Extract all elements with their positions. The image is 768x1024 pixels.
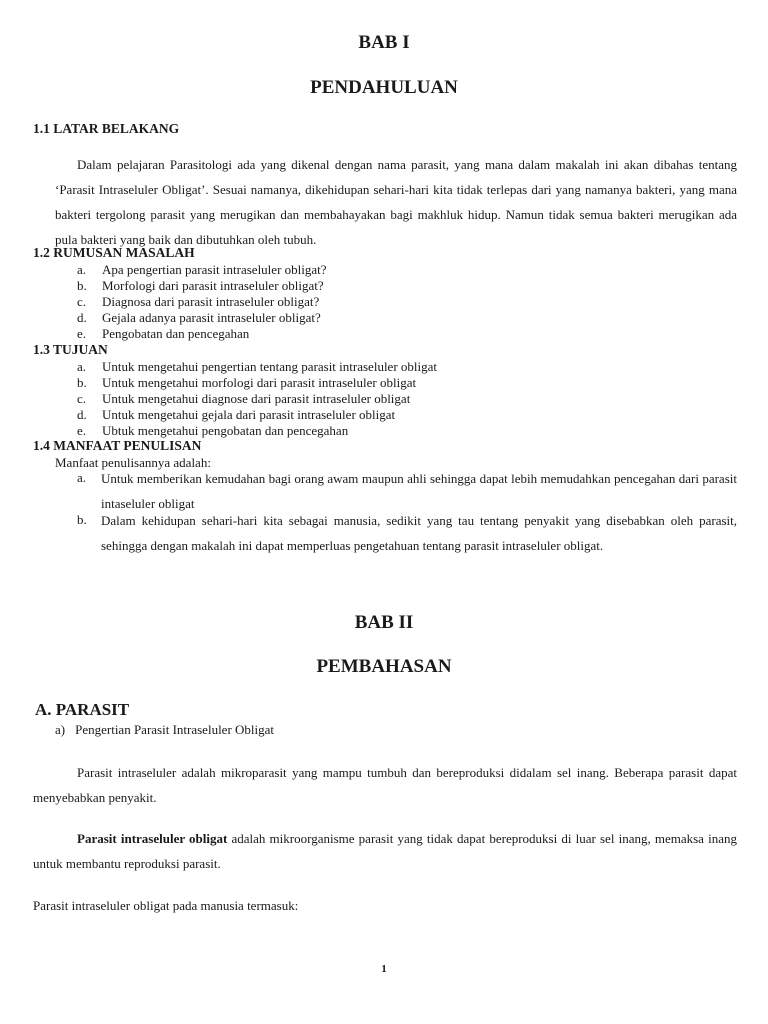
- chapter-title: PEMBAHASAN: [316, 656, 452, 677]
- chapter-number: BAB I: [358, 32, 410, 53]
- section-heading-rumusan-masalah: 1.2 RUMUSAN MASALAH: [33, 245, 195, 260]
- paragraph-latar-belakang: Dalam pelajaran Parasitologi ada yang dikenal dengan nama parasit, yang mana dalam makalah ini akan dibahas tentang ‘Parasit Intraseluler Obligat’. Sesuai namanya, dikehidupan sehari-hari kita tidak terlepas dari yang namanya bakteri, yang mana bakteri tergolong parasit yang merugikan dan membahayakan bagi makhluk hidup. Namun tidak semua bakteri merugikan ada pula bakteri yang baik dan dibutuhkan oleh tubuh.: [55, 157, 737, 247]
- subsection-heading: a) Pengertian Parasit Intraseluler Obligat: [55, 722, 275, 737]
- page-number: 1: [381, 963, 387, 975]
- section-heading-parasit: A. PARASIT: [35, 700, 130, 719]
- paragraph-parasit-obligat: Parasit intraseluler obligat adalah mikroorganisme parasit yang tidak dapat bereproduksi di luar sel inang, memaksa inang untuk membantu reproduksi parasit.: [33, 831, 737, 871]
- chapter-title: PENDAHULUAN: [310, 77, 458, 98]
- paragraph-parasit-intraseluler: Parasit intraseluler adalah mikroparasit yang mampu tumbuh dan bereproduksi didalam sel inang. Beberapa parasit dapat menyebabkan penyakit.: [33, 765, 737, 805]
- chapter-number: BAB II: [354, 612, 414, 633]
- section-heading-tujuan: 1.3 TUJUAN: [33, 342, 108, 357]
- section-heading-latar-belakang: 1.1 LATAR BELAKANG: [33, 121, 180, 136]
- section-heading-manfaat-penulisan: 1.4 MANFAAT PENULISAN: [33, 438, 202, 453]
- paragraph-termasuk: Parasit intraseluler obligat pada manusia termasuk:: [33, 898, 299, 913]
- manfaat-intro: Manfaat penulisannya adalah:: [55, 455, 211, 470]
